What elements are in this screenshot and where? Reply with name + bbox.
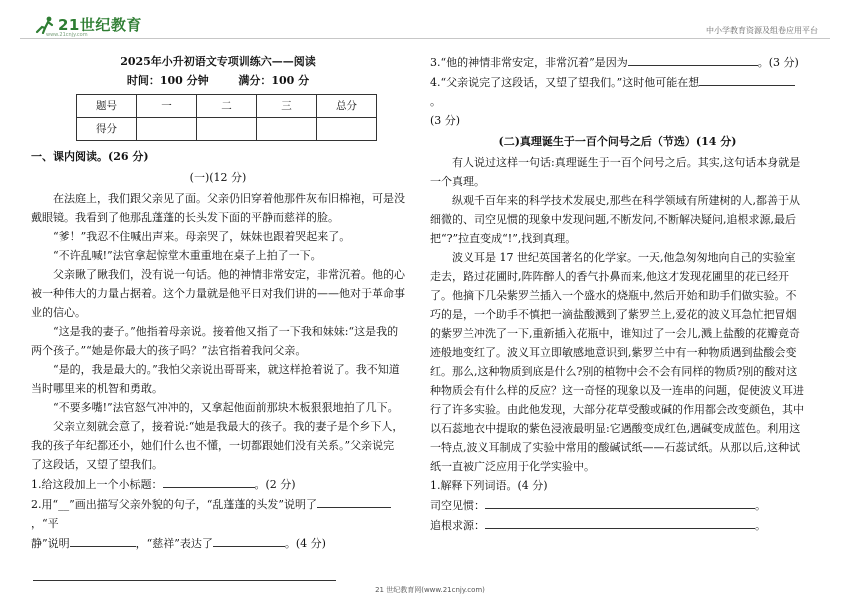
passage-paragraph: 父亲立刻就会意了，接着说:“她是我最大的孩子。我的妻子是个乡下人，我的孩子年纪都还小，她们什么也不懂，一切都跟她们没有关系。”父亲说完了这段话，又望了望我们。 <box>31 420 404 471</box>
exam-score: 满分：100 分 <box>238 74 310 87</box>
score-cell: 得分 <box>77 118 137 141</box>
answer-blank[interactable] <box>485 515 755 529</box>
score-table-row <box>77 118 377 141</box>
passage-paragraph: “是的，我是最大的。”我怕父亲说出哥哥来，就这样抢着说了。我不知道当时哪里来的机智和勇敢。 <box>31 363 400 395</box>
score-table <box>76 94 377 141</box>
passage-paragraph: 在法庭上，我们跟父亲见了面。父亲仍旧穿着他那件灰布旧棉袍，可是没戴眼镜。我看到了他那乱蓬蓬的长头发下面的平静而慈祥的脸。 <box>31 192 405 224</box>
footer-text: 21 世纪教育网(www.21cnjy.com) <box>375 586 485 594</box>
score-cell <box>137 118 197 141</box>
exam-time: 时间：100 分钟 <box>126 74 209 87</box>
answer-blank[interactable] <box>213 533 285 547</box>
question-2: 2.用“__”画出描写父亲外貌的句子，“乱蓬蓬的头发”说明了，“平 静”说明 ，“慈祥”表达了 。(4 分) <box>31 494 405 553</box>
question-3: 3.“他的神情非常安定，非常沉着”是因为 。(3 分) <box>430 52 805 72</box>
passage-paragraph: “爹！”我忍不住喊出声来。母亲哭了，妹妹也跟着哭起来了。 <box>53 230 351 243</box>
passage-paragraph: “不要多嘴!”法官怒气冲冲的，又拿起他面前那块木板狠狠地拍了几下。 <box>53 401 399 414</box>
header-divider <box>20 38 830 39</box>
logo-text: 21世纪教育 <box>58 16 142 34</box>
passage-paragraph: 有人说过这样一句话:真理诞生于一百个问号之后。其实,这句话本身就是一个真理。 <box>430 156 801 188</box>
answer-blank[interactable] <box>699 72 795 86</box>
score-cell <box>257 118 317 141</box>
answer-blank[interactable] <box>628 52 758 66</box>
passage-paragraph: “不许乱喊!”法官拿起惊堂木重重地在桌子上拍了一下。 <box>53 249 322 262</box>
runner-logo-icon <box>34 16 56 34</box>
passage-paragraph: 父亲瞅了瞅我们，没有说一句话。他的神情非常安定，非常沉着。他的心被一种伟大的力量占据着。这个力量就是他平日对我们讲的——他对于革命事业的信心。 <box>31 268 405 319</box>
section-heading: 一、课内阅读。(26 分) <box>31 150 149 163</box>
answer-blank[interactable] <box>317 494 391 508</box>
exam-title: 2025年小升初语文专项训练六——阅读 <box>120 55 316 68</box>
score-cell: 总分 <box>317 95 377 118</box>
question-1: 1.解释下列词语。(4 分) <box>430 479 548 492</box>
score-table-row <box>77 95 377 118</box>
header-platform-text: 中小学教育资源及组卷应用平台 <box>706 26 818 35</box>
exam-meta <box>31 71 405 90</box>
passage-paragraph: “这是我的妻子。”他指着母亲说。接着他又指了一下我和妹妹:“这是我的两个孩子。”“她是你最大的孩子吗？”法官指着我问父亲。 <box>31 325 399 357</box>
right-column <box>430 52 805 535</box>
subsection-heading: (一)(12 分) <box>189 171 247 184</box>
logo-url: www.21cnjy.com <box>46 32 88 38</box>
score-cell: 一 <box>137 95 197 118</box>
passage-paragraph: 波义耳是 17 世纪英国著名的化学家。一天,他急匆匆地向自己的实验室走去，路过花圃时,阵阵醉人的香气扑鼻而来,他这才发现花圃里的花已经开了。他摘下几朵紫罗兰插入一个盛水的烧瓶中,然后开始和助手们做实验。不巧的是，一个助手不慎把一滴盐酸溅到了紫罗兰上,爱花的波义耳急忙把冒烟的紫罗兰冲洗了一下,重新插入花瓶中，谁知过了一会儿,溅上盐酸的花瓣竟奇迹般地变红了。波义耳立即敏感地意识到,紫罗兰中有一种物质遇到盐酸会变红。那么,这种物质到底是什么?别的植物中会不会有同样的物质?别的酸对这种物质会有什么样的反应？这一奇怪的现象以及一连串的问题，促使波义耳进行了许多实验。由此他发现，大部分花草受酸或碱的作用都会改变颜色，其中以石蕊地衣中提取的紫色浸液最明显:它遇酸变成红色,遇碱变成蓝色。利用这一特点,波义耳制成了实验中常用的酸碱试纸——石蕊试纸。从那以后,这种试纸一直被广泛应用于化学实验中。 <box>430 251 804 473</box>
answer-blank[interactable] <box>70 533 136 547</box>
answer-blank[interactable] <box>163 474 255 488</box>
score-cell <box>197 118 257 141</box>
footer-divider <box>33 580 336 581</box>
vocab-item: 追根求源： 。 <box>430 515 805 535</box>
score-cell <box>317 118 377 141</box>
vocab-item: 司空见惯： 。 <box>430 495 805 515</box>
score-cell: 题号 <box>77 95 137 118</box>
score-cell: 三 <box>257 95 317 118</box>
passage-paragraph: 纵观千百年来的科学技术发展史,那些在科学领域有所建树的人,都善于从细微的、司空见惯的现象中发现问题,不断发问,不断解决疑问,追根求源,最后把“?”拉直变成“!”,找到真理。 <box>430 194 800 245</box>
question-4: 4.“父亲说完了这段话，又望了望我们。”这时他可能在想。 (3 分) <box>430 72 805 130</box>
subsection-heading: (二)真理诞生于一百个问号之后（节选）(14 分) <box>498 135 737 148</box>
answer-blank[interactable] <box>485 495 755 509</box>
score-cell: 二 <box>197 95 257 118</box>
question-1: 1.给这段加上一个小标题： 。(2 分) <box>31 474 405 494</box>
left-column <box>31 52 405 553</box>
